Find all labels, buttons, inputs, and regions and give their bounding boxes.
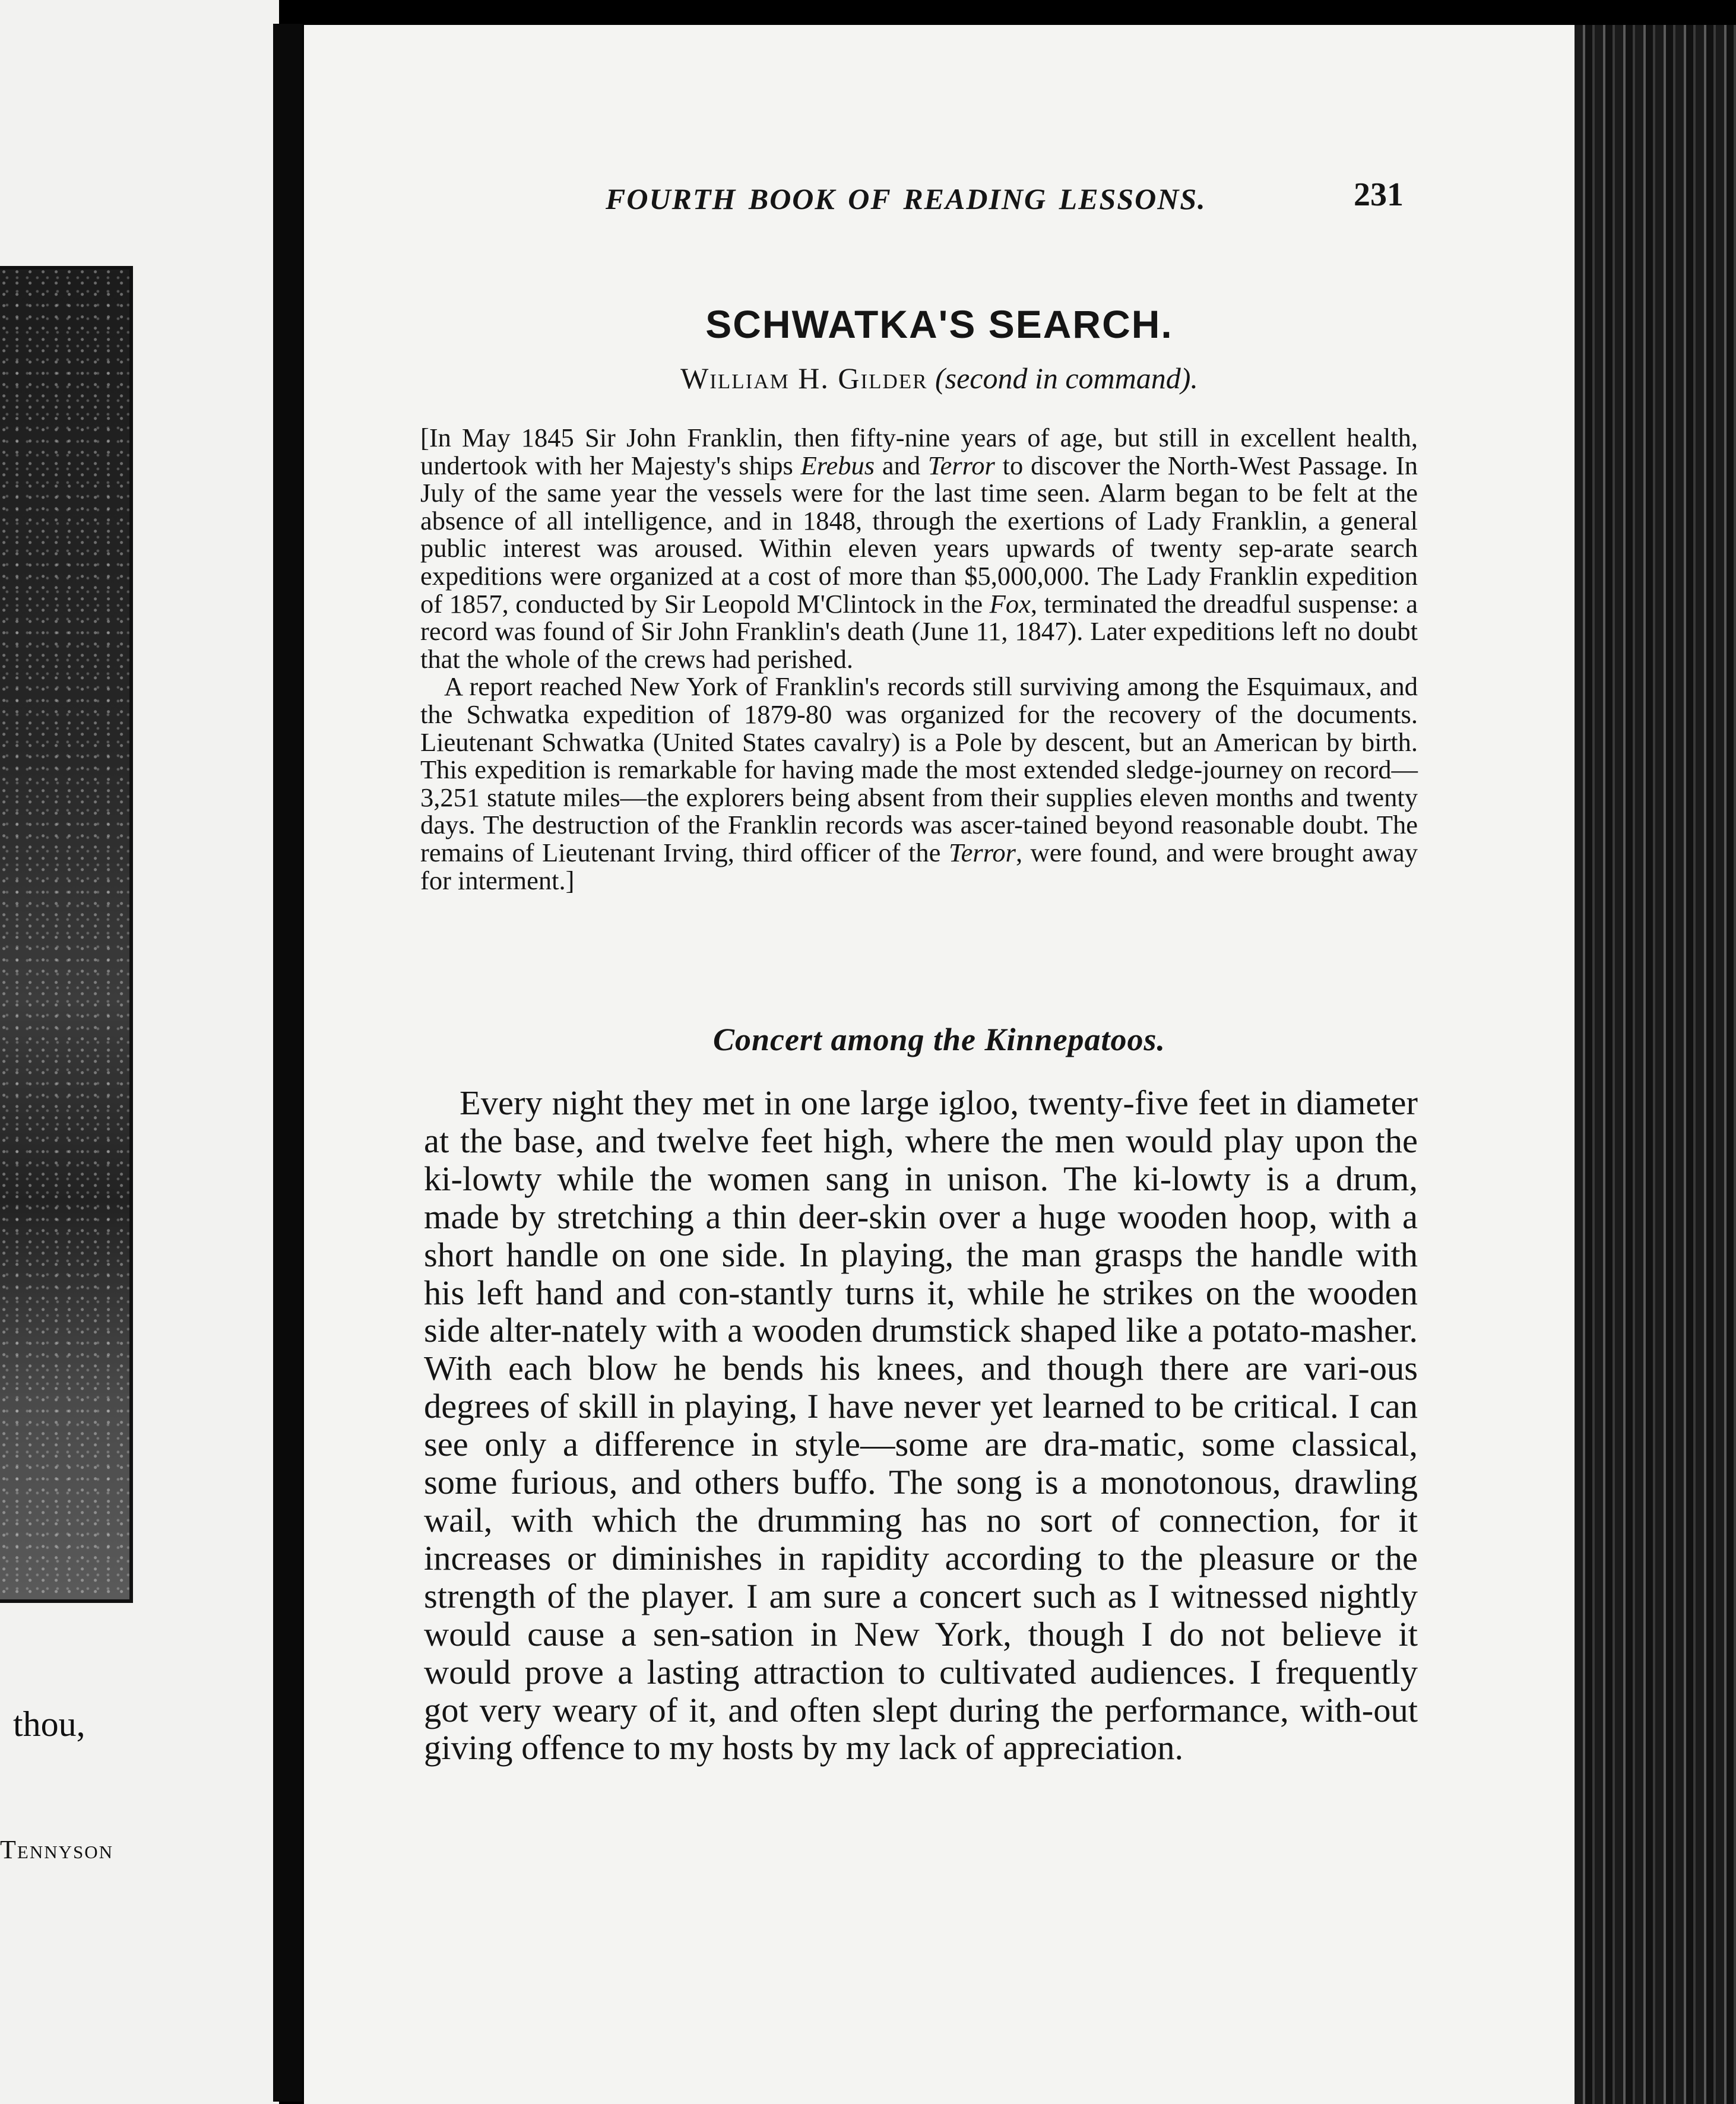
engraving-illustration <box>0 266 133 1603</box>
ship-name: Terror <box>927 450 995 480</box>
byline-author: William H. Gilder <box>680 362 928 395</box>
facing-page <box>0 0 279 2104</box>
intro-text: A report reached New York of Franklin's records still surviving among the Esquimaux, and the Schwatka expedition of 1879-80 was organized for the recovery of the documents. Lieutenant Schwatka (United States cavalry) is a Pole by descent, but an American by birth. This expedition is remarkable for having made the most extended sledge-journey on record—3,251 statute miles—the explorers being absent from their supplies eleven months and twenty days. The destruction of the Franklin records was ascer-tained beyond reasonable doubt. The remains of Lieutenant Irving, third officer of the <box>420 671 1418 867</box>
intro-text: [In May 1845 Sir John Franklin, then fifty-nine years of age, but still in excellent health, undertook with her Majesty's ships <box>420 423 1418 480</box>
facing-page-author: Tennyson <box>0 1835 113 1864</box>
intro-text: , were found, and were brought away for interment.] <box>420 837 1418 895</box>
ship-name: Erebus <box>800 450 875 480</box>
book-gutter <box>273 24 303 2102</box>
intro-text: and <box>875 450 928 480</box>
page-number: 231 <box>1354 176 1404 213</box>
byline-role: (second in command). <box>934 362 1198 395</box>
ship-name: Fox <box>989 588 1031 619</box>
intro-paragraph <box>420 673 1418 894</box>
facing-page-text-fragment: thou, <box>13 1704 85 1744</box>
book-page-edges <box>1575 25 1736 2104</box>
body-paragraph: Every night they met in one large igloo, twenty-five feet in diameter at the base, and twelve feet high, where the men would play upon the ki-lowty while the women sang in unison. The ki-lowty is a drum, made by stretching a thin deer-skin over a huge wooden hoop, with a short handle on one side. In playing, the man grasps the handle with his left hand and con-stantly turns it, while he strikes on the wooden side alter-nately with a wooden drumstick shaped like a potato-masher. With each blow he bends his knees, and though there are vari-ous degrees of skill in playing, I have never yet learned to be critical. I can see only a difference in style—some are dra-matic, some classical, some furious, and others buffo. The song is a monotonous, drawling wail, with which the drumming has no sort of connection, for it increases or diminishes in rapidity according to the pleasure or the strength of the player. I am sure a concert such as I witnessed nightly would cause a sen-sation in New York, though I do not believe it would prove a lasting attraction to cultivated audiences. I frequently got very weary of it, and often slept during the performance, with-out giving offence to my hosts by my lack of appreciation. <box>424 1083 1418 1767</box>
ship-name: Terror <box>948 837 1016 867</box>
intro-paragraph <box>420 424 1418 673</box>
intro-text: to discover the North-West Passage. In July of the same year the vessels were for the last time seen. Alarm began to be felt at the absence of all intelligence, and in 1848, through the exertions of Lady Franklin, a general public interest was aroused. Within eleven years upwards of twenty sep-arate search expeditions were organized at a cost of more than $5,000,000. The Lady Franklin expedition of 1857, conducted by Sir Leopold M'Clintock in the <box>420 450 1418 619</box>
intro-text: , terminated the dreadful suspense: a record was found of Sir John Franklin's death (June 11, 1847). Later expeditions left no doubt that the whole of the crews had perished. <box>420 588 1418 674</box>
section-heading: Concert among the Kinnepatoos. <box>712 1022 1166 1057</box>
background-edge <box>1575 0 1736 25</box>
running-head: FOURTH BOOK OF READING LESSONS. <box>606 182 1206 216</box>
byline <box>304 361 1575 395</box>
intro-note <box>420 424 1418 894</box>
article-title: SCHWATKA'S SEARCH. <box>705 302 1173 346</box>
